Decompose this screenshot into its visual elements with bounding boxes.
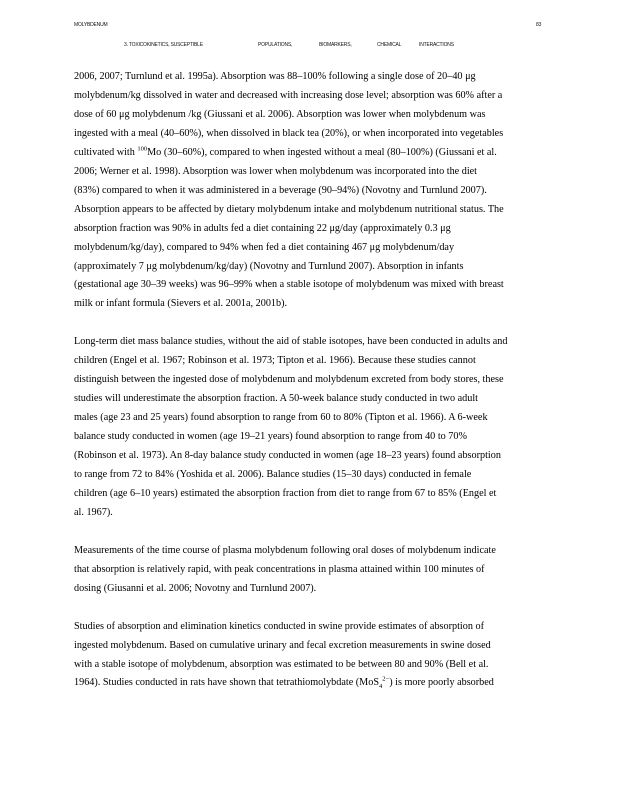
text-line: al. 1967). <box>74 506 113 518</box>
text-line: (83%) compared to when it was administered in a beverage (90–94%) (Novotny and Turnlund 2007). <box>74 184 487 196</box>
text-line: 1964). Studies conducted in rats have shown that tetrathiomolybdate (MoS <box>74 677 380 689</box>
paragraph-swine-studies <box>74 618 564 694</box>
text-line: ingested molybdenum. Based on cumulative urinary and fecal excretion measurements in swine dosed <box>74 639 491 651</box>
text-line: ) is more poorly absorbed <box>389 677 494 689</box>
running-header-biomarkers: BIOMARKERS, <box>319 42 352 48</box>
text-line: dose of 60 μg molybdenum /kg (Giussani et al. 2006). Absorption was lower when molybdenum was <box>74 108 486 120</box>
text-line: (approximately 7 μg molybdenum/kg/day) (Novotny and Turnlund 2007). Absorption in infants <box>74 260 464 272</box>
page-number: 83 <box>536 22 542 28</box>
body-text <box>74 68 564 712</box>
text-line: balance study conducted in women (age 19–21 years) found absorption to range from 40 to 70% <box>74 431 467 443</box>
text-line: Long-term diet mass balance studies, without the aid of stable isotopes, have been conducted in adults and <box>74 336 508 348</box>
text-line: (gestational age 30–39 weeks) was 96–99% when a stable isotope of molybdenum was mixed with breast <box>74 279 504 291</box>
running-header-chemical: CHEMICAL <box>377 42 402 48</box>
text-line: cultivated with <box>74 146 138 158</box>
text-line: molybdenum/kg dissolved in water and decreased with increasing dose level; absorption was 60% after a <box>74 89 503 101</box>
running-header-populations: POPULATIONS, <box>258 42 293 48</box>
text-line: Mo (30–60%), compared to when ingested without a meal (80–100%) (Giussani et al. <box>147 146 497 158</box>
text-line: 2006; Werner et al. 1998). Absorption was lower when molybdenum was incorporated into the diet <box>74 165 478 177</box>
running-header-interactions: INTERACTIONS <box>419 42 454 48</box>
text-line: with a stable isotope of molybdenum, absorption was estimated to be between 80 and 90% (Bell et al. <box>74 658 489 670</box>
text-line: absorption fraction was 90% in adults fed a diet containing 22 μg/day (approximately 0.3 μg <box>74 222 451 234</box>
text-line: 2006, 2007; Turnlund et al. 1995a). Absorption was 88–100% following a single dose of 20–40 μg <box>74 71 476 82</box>
text-line: (Robinson et al. 1973). An 8-day balance study conducted in women (age 18–23 years) found absorption <box>74 450 501 462</box>
text-line: dosing (Giusanni et al. 2006; Novotny and Turnlund 2007). <box>74 582 317 594</box>
text-line: that absorption is relatively rapid, with peak concentrations in plasma attained within 100 minutes of <box>74 563 485 575</box>
text-line: males (age 23 and 25 years) found absorption to range from 60 to 80% (Tipton et al. 1966). A 6-week <box>74 412 488 424</box>
text-line: to range from 72 to 84% (Yoshida et al. 2006). Balance studies (15–30 days) conducted in female <box>74 469 472 480</box>
text-line: Measurements of the time course of plasma molybdenum following oral doses of molybdenum indicate <box>74 544 496 556</box>
paragraph-mass-balance <box>74 333 564 523</box>
text-line: children (Engel et al. 1967; Robinson et al. 1973; Tipton et al. 1966). Because these studies cannot <box>74 355 476 367</box>
text-line: children (age 6–10 years) estimated the absorption fraction from diet to range from 67 to 85% (Engel et <box>74 487 497 499</box>
text-line: Absorption appears to be affected by dietary molybdenum intake and molybdenum nutritional status. The <box>74 203 504 215</box>
paragraph-absorption-fraction <box>74 68 564 314</box>
text-line: studies will underestimate the absorption fraction. A 50-week balance study conducted in two adult <box>74 393 479 405</box>
formula-charge: 2− <box>382 676 390 684</box>
formula-subscript: 4 <box>379 683 383 691</box>
running-header-title: MOLYBDENUM <box>74 22 108 28</box>
text-line: distinguish between the ingested dose of molybdenum and molybdenum excreted from body stores, these <box>74 374 504 386</box>
text-line: ingested with a meal (40–60%), when dissolved in black tea (20%), or when incorporated into vegetables <box>74 127 504 139</box>
paragraph-plasma-time-course <box>74 542 564 599</box>
text-line: Studies of absorption and elimination kinetics conducted in swine provide estimates of absorption of <box>74 620 484 632</box>
isotope-superscript: 100 <box>137 145 148 153</box>
text-line: milk or infant formula (Sievers et al. 2001a, 2001b). <box>74 298 288 310</box>
text-line: molybdenum/kg/day), compared to 94% when fed a diet containing 467 μg molybdenum/day <box>74 241 455 253</box>
running-header-section: 3. TOXICOKINETICS, SUSCEPTIBLE <box>124 42 203 48</box>
